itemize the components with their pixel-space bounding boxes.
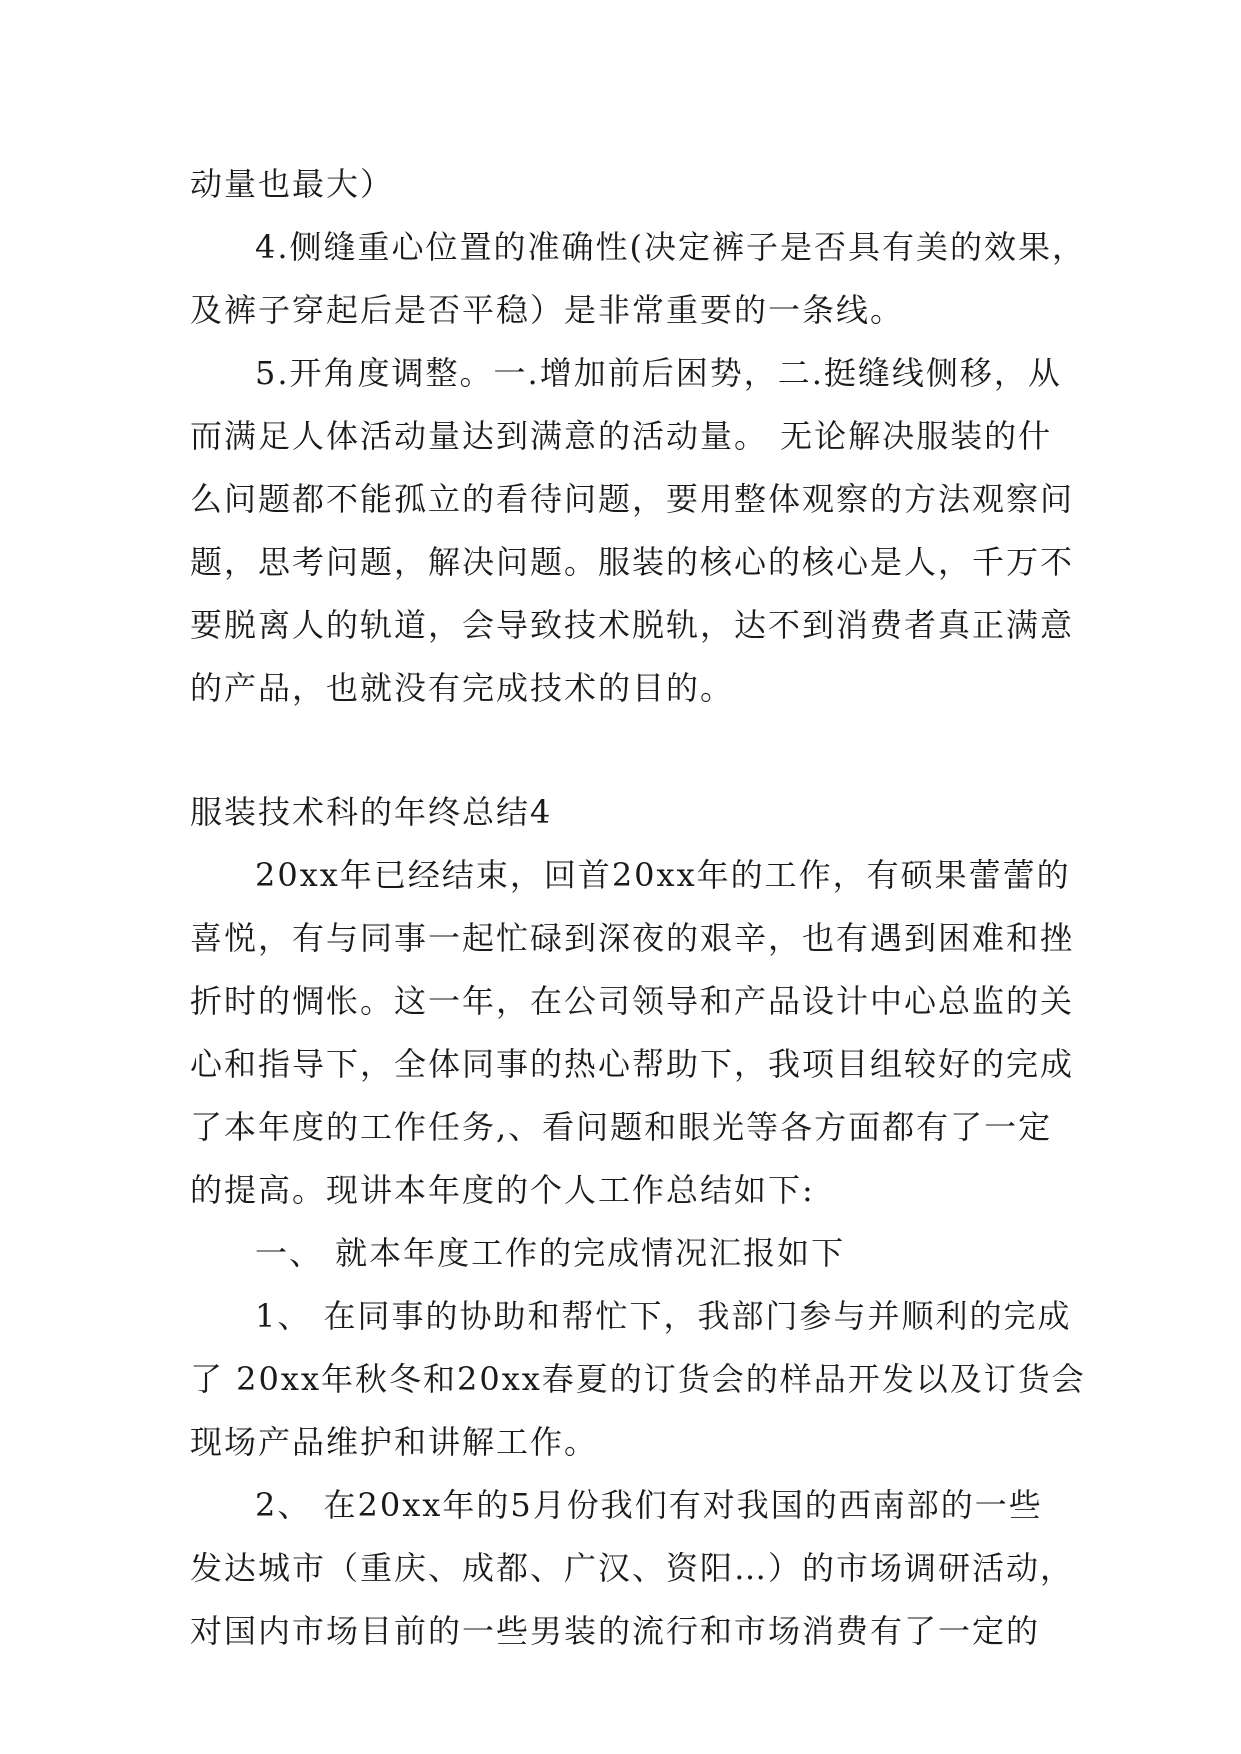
text-line: 现场产品维护和讲解工作。	[190, 1423, 599, 1461]
text-line: 折时的惆怅。这一年，在公司领导和产品设计中心总监的关	[190, 982, 1075, 1020]
text-line: 一、 就本年度工作的完成情况汇报如下	[255, 1234, 846, 1272]
text-line: 喜悦，有与同事一起忙碌到深夜的艰辛，也有遇到困难和挫	[190, 919, 1075, 957]
text-line: 题，思考问题，解决问题。服装的核心的核心是人，千万不	[190, 543, 1075, 581]
text-line: 的提高。现讲本年度的个人工作总结如下:	[190, 1171, 815, 1209]
text-line: 要脱离人的轨道，会导致技术脱轨，达不到消费者真正满意	[190, 606, 1075, 644]
text-line: 的产品，也就没有完成技术的目的。	[190, 669, 735, 707]
text-line: 20xx年已经结束，回首20xx年的工作，有硕果蕾蕾的	[255, 856, 1071, 894]
text-line: 么问题都不能孤立的看待问题，要用整体观察的方法观察问	[190, 480, 1075, 518]
text-line: 4.侧缝重心位置的准确性(决定裤子是否具有美的效果，	[255, 228, 1087, 266]
text-line: 动量也最大）	[190, 165, 395, 203]
text-line: 而满足人体活动量达到满意的活动量。 无论解决服装的什	[190, 417, 1053, 455]
text-line: 了 20xx年秋冬和20xx春夏的订货会的样品开发以及订货会	[190, 1360, 1086, 1398]
text-line: 1、 在同事的协助和帮忙下，我部门参与并顺利的完成	[255, 1297, 1072, 1335]
text-line: 及裤子穿起后是否平稳）是非常重要的一条线。	[190, 291, 905, 329]
text-line: 2、 在20xx年的5月份我们有对我国的西南部的一些	[255, 1486, 1043, 1524]
text-line: 对国内市场目前的一些男装的流行和市场消费有了一定的	[190, 1612, 1041, 1650]
text-line: 发达城市（重庆、成都、广汉、资阳…）的市场调研活动，	[190, 1549, 1075, 1587]
text-line: 心和指导下，全体同事的热心帮助下，我项目组较好的完成	[190, 1045, 1075, 1083]
section-title: 服装技术科的年终总结4	[190, 793, 553, 831]
text-line: 了本年度的工作任务,、看问题和眼光等各方面都有了一定	[190, 1108, 1053, 1146]
text-line: 5.开角度调整。一.增加前后困势，二.挺缝线侧移，从	[255, 354, 1062, 392]
